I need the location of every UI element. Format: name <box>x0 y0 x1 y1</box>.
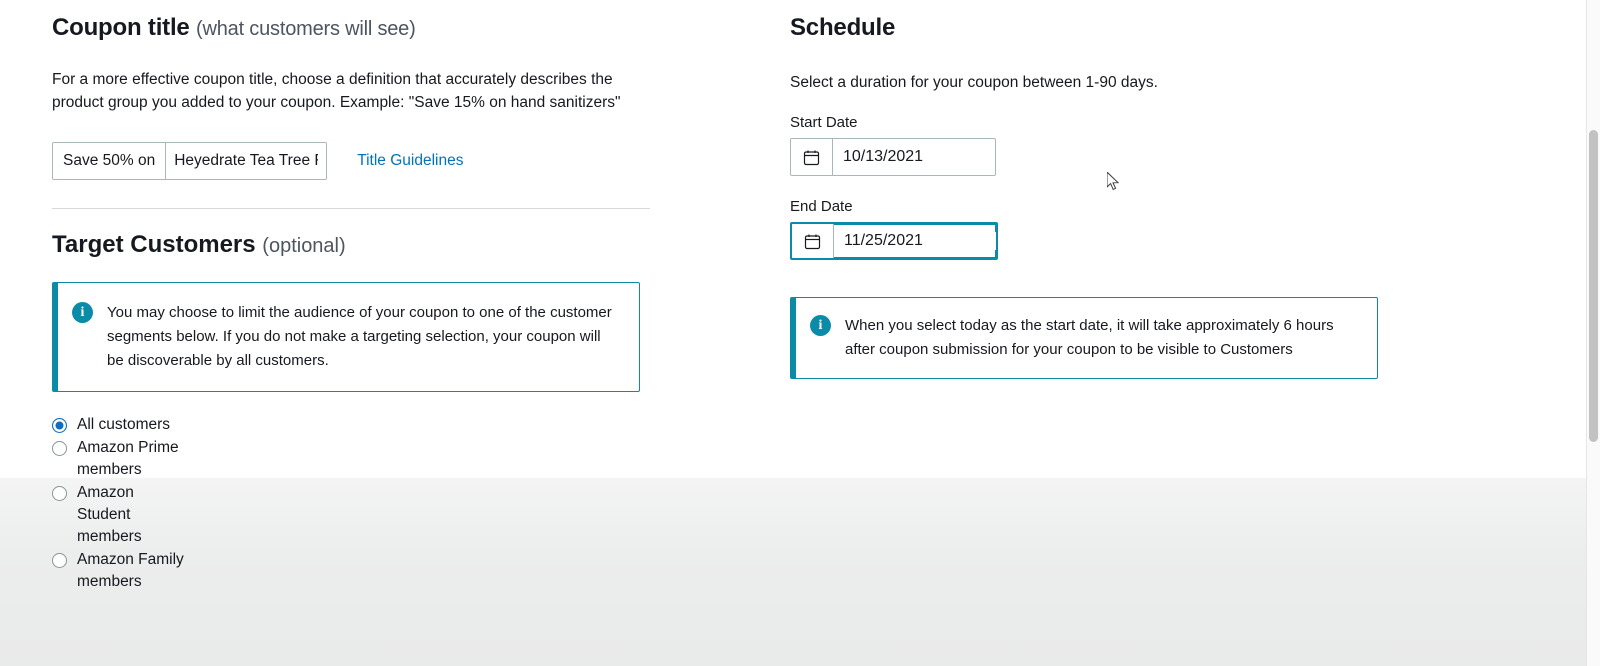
schedule-description: Select a duration for your coupon between 1-90 days. <box>790 74 1158 91</box>
radio-label: All customers <box>77 416 171 433</box>
info-icon: i <box>810 315 831 336</box>
coupon-title-input[interactable] <box>166 143 326 179</box>
target-customers-heading-sub: (optional) <box>262 235 346 257</box>
coupon-title-heading-sub: (what customers will see) <box>196 18 416 40</box>
title-guidelines-link[interactable]: Title Guidelines <box>357 152 464 169</box>
start-date-label: Start Date <box>790 114 858 131</box>
schedule-callout <box>790 297 1378 379</box>
end-date-label: End Date <box>790 198 853 215</box>
vertical-scrollbar[interactable] <box>1586 0 1600 666</box>
target-customers-heading-text: Target Customers <box>52 231 256 258</box>
start-date-field[interactable] <box>790 138 996 176</box>
schedule-heading <box>790 14 1550 42</box>
target-customers-radio-group <box>52 414 752 593</box>
schedule-callout-text: When you select today as the start date, it will take approximately 6 hours after coupon submission for your coupon to be visible to Customers <box>845 317 1334 358</box>
radio-icon[interactable] <box>52 418 67 433</box>
start-date-row <box>790 138 1550 176</box>
schedule-column <box>790 0 1550 379</box>
coupon-title-prefix: Save 50% on <box>53 143 166 179</box>
target-customers-heading <box>52 231 752 259</box>
coupon-title-column <box>52 0 752 594</box>
section-divider <box>52 208 650 209</box>
coupon-title-input-row <box>52 142 752 180</box>
radio-option-all-customers[interactable] <box>52 414 752 436</box>
radio-label: Amazon Family members <box>77 551 184 590</box>
info-icon: i <box>72 302 93 323</box>
radio-label: Amazon Prime members <box>77 439 179 478</box>
radio-icon[interactable] <box>52 486 67 501</box>
target-customers-callout <box>52 282 640 392</box>
radio-option-amazon-prime[interactable] <box>52 437 752 481</box>
radio-option-amazon-family[interactable] <box>52 549 752 593</box>
coupon-title-input-group <box>52 142 327 180</box>
schedule-heading-text: Schedule <box>790 14 896 41</box>
radio-icon[interactable] <box>52 441 67 456</box>
scrollbar-thumb[interactable] <box>1589 130 1598 442</box>
calendar-icon[interactable] <box>791 139 833 175</box>
calendar-icon[interactable] <box>792 224 834 258</box>
target-customers-callout-text: You may choose to limit the audience of your coupon to one of the customer segments below. If you do not make a targeting selection, your coupon will be discoverable by all customers. <box>107 304 612 369</box>
radio-icon[interactable] <box>52 553 67 568</box>
radio-option-amazon-student[interactable] <box>52 482 752 548</box>
radio-label: Amazon Student members <box>77 484 142 545</box>
end-date-input[interactable] <box>834 232 996 250</box>
coupon-title-description: For a more effective coupon title, choose a definition that accurately describes the product group you added to your coupon. Example: "Save 15% on hand sanitizers" <box>52 71 621 111</box>
end-date-field[interactable] <box>790 222 998 260</box>
start-date-input[interactable] <box>833 148 995 166</box>
coupon-title-heading-text: Coupon title <box>52 14 190 41</box>
coupon-title-heading <box>52 14 752 42</box>
end-date-row <box>790 222 1550 260</box>
